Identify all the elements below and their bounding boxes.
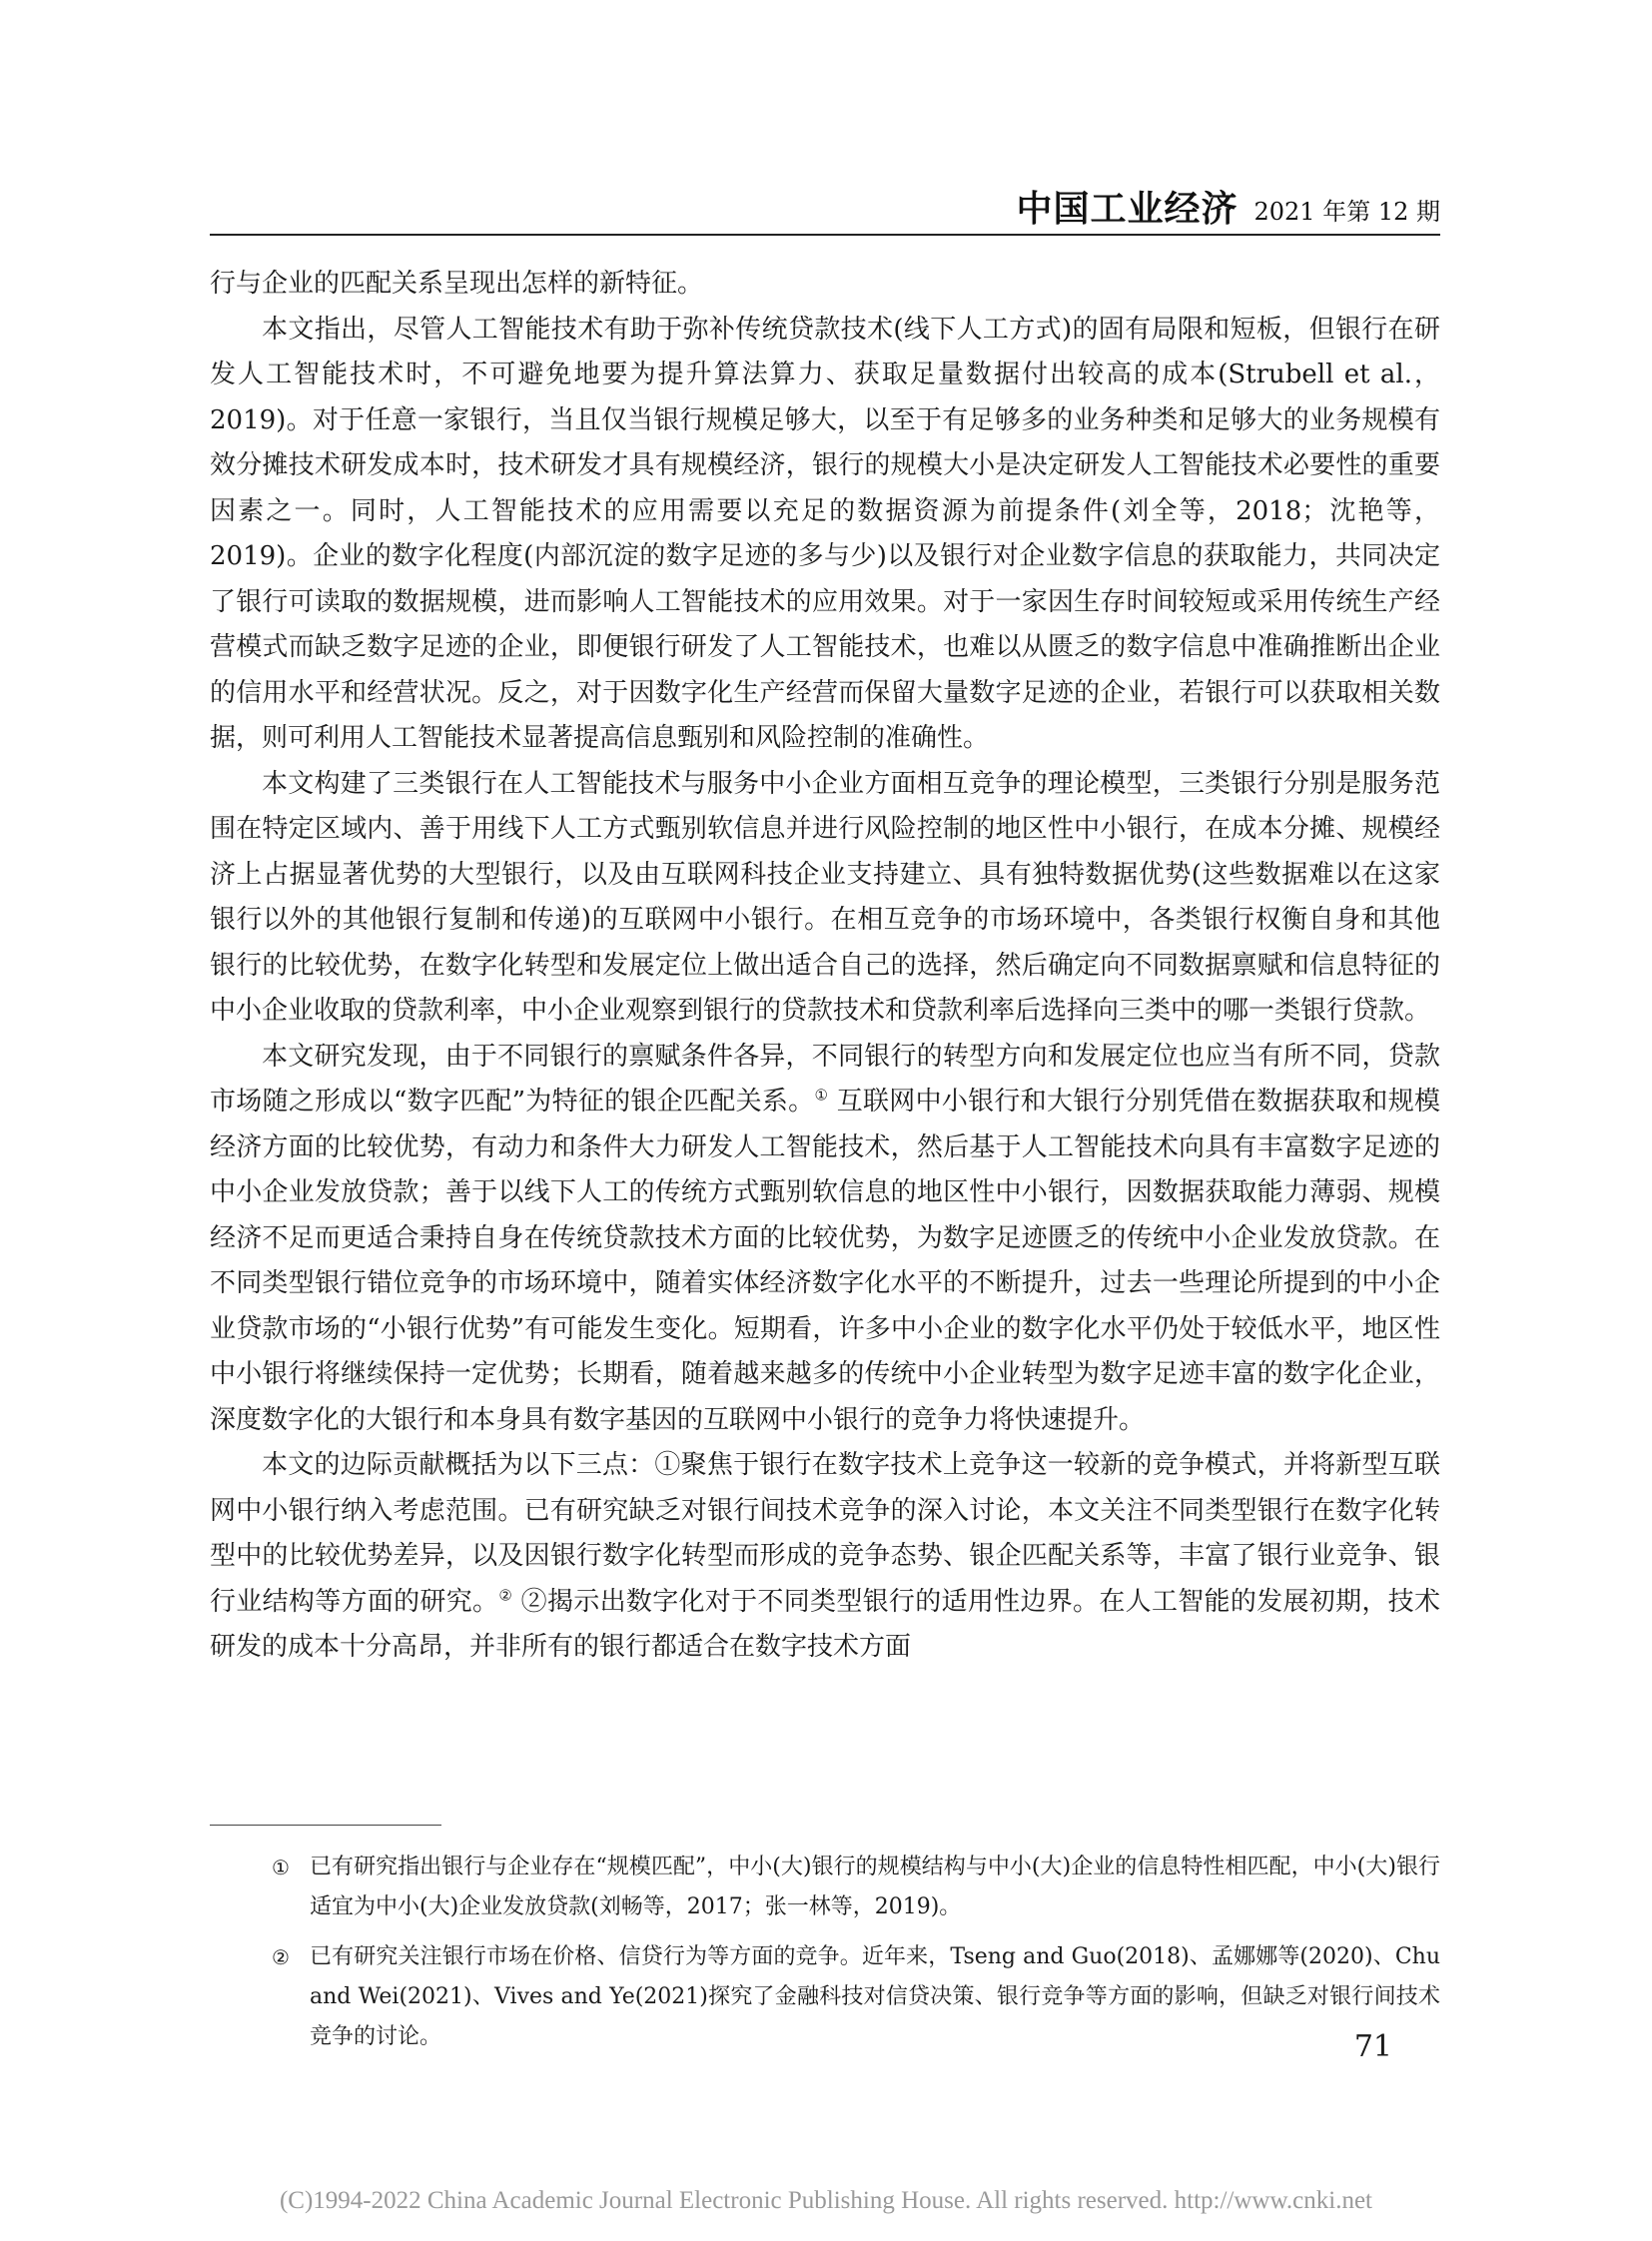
paragraph-5 [210,1443,1440,1671]
paragraph-4 [210,1035,1440,1444]
paragraph-1: 行与企业的匹配关系呈现出怎样的新特征。 [210,269,704,299]
journal-name: 中国工业经济 [1016,189,1239,230]
paragraph-5-text-a: 本文的边际贡献概括为以下三点：①聚焦于银行在数字技术上竞争这一较新的竞争模式，并将新型互联网中小银行纳入考虑范围。已有研究缺乏对银行间技术竞争的深入讨论，本文关注不同类型银行在数字化转型中的比较优势差异，以及因银行数字化转型而形成的竞争态势、银企匹配关系等，丰富了银行业竞争、银行业结构等方面的研究。 [210,1450,1440,1617]
footnote-2 [210,1937,1440,2057]
footnotes [210,1848,1440,2067]
footnote-ref-2[interactable]: ② [498,1585,513,1604]
footnote-rule [210,1825,441,1826]
header-rule [210,234,1440,236]
footnote-marker: ② [272,1945,290,1969]
footnote-text: 已有研究指出银行与企业存在“规模匹配”，中小(大)银行的规模结构与中小(大)企业的信息特性相匹配，中小(大)银行适宜为中小(大)企业发放贷款(刘畅等，2017；张一林等，2019)。 [310,1855,1440,1919]
paragraph-5-text-b: ②揭示出数字化对于不同类型银行的适用性边界。在人工智能的发展初期，技术研发的成本十分高昂，并非所有的银行都适合在数字技术方面 [210,1586,1440,1662]
footnote-1 [210,1848,1440,1927]
footnote-marker: ① [272,1856,290,1879]
copyright-notice: (C)1994-2022 China Academic Journal Electronic Publishing House. All rights reserved. http://www.cnki.net [279,2187,1373,2214]
issue-label: 2021 年第 12 期 [1253,198,1440,226]
footnote-ref-1[interactable]: ① [814,1086,829,1105]
paragraph-3: 本文构建了三类银行在人工智能技术与服务中小企业方面相互竞争的理论模型，三类银行分别是服务范围在特定区域内、善于用线下人工方式甄别软信息并进行风险控制的地区性中小银行，在成本分摊、规模经济上占据显著优势的大型银行，以及由互联网科技企业支持建立、具有独特数据优势(这些数据难以在这家银行以外的其他银行复制和传递)的互联网中小银行。在相互竞争的市场环境中，各类银行权衡自身和其他银行的比较优势，在数字化转型和发展定位上做出适合自己的选择，然后确定向不同数据禀赋和信息特征的中小企业收取的贷款利率，中小企业观察到银行的贷款技术和贷款利率后选择向三类中的哪一类银行贷款。 [210,768,1440,1026]
paragraph-4-text-b: 互联网中小银行和大银行分别凭借在数据获取和规模经济方面的比较优势，有动力和条件大力研发人工智能技术，然后基于人工智能技术向具有丰富数字足迹的中小企业发放贷款；善于以线下人工的传统方式甄别软信息的地区性中小银行，因数据获取能力薄弱、规模经济不足而更适合秉持自身在传统贷款技术方面的比较优势，为数字足迹匮乏的传统中小企业发放贷款。在不同类型银行错位竞争的市场环境中，随着实体经济数字化水平的不断提升，过去一些理论所提到的中小企业贷款市场的“小银行优势”有可能发生变化。短期看，许多中小企业的数字化水平仍处于较低水平，地区性中小银行将继续保持一定优势；长期看，随着越来越多的传统中小企业转型为数字足迹丰富的数字化企业，深度数字化的大银行和本身具有数字基因的互联网中小银行的竞争力将快速提升。 [210,1087,1440,1435]
footnote-text: 已有研究关注银行市场在价格、信贷行为等方面的竞争。近年来，Tseng and Guo(2018)、孟娜娜等(2020)、Chu and Wei(2021)、Vives and Ye(2021)探究了金融科技对信贷决策、银行竞争等方面的影响，但缺乏对银行间技术竞争的讨论。 [310,1944,1440,2049]
paragraph-4-text-a: 本文研究发现，由于不同银行的禀赋条件各异，不同银行的转型方向和发展定位也应当有所不同，贷款市场随之形成以“数字匹配”为特征的银企匹配关系。 [210,1041,1440,1117]
page-number: 71 [1353,2029,1392,2064]
paragraph-2: 本文指出，尽管人工智能技术有助于弥补传统贷款技术(线下人工方式)的固有局限和短板，但银行在研发人工智能技术时，不可避免地要为提升算法算力、获取足量数据付出较高的成本(Strubell et al.，2019)。对于任意一家银行，当且仅当银行规模足够大，以至于有足够多的业务种类和足够大的业务规模有效分摊技术研发成本时，技术研发才具有规模经济，银行的规模大小是决定研发人工智能技术必要性的重要因素之一。同时，人工智能技术的应用需要以充足的数据资源为前提条件(刘全等，2018；沈艳等，2019)。企业的数字化程度(内部沉淀的数字足迹的多与少)以及银行对企业数字信息的获取能力，共同决定了银行可读取的数据规模，进而影响人工智能技术的应用效果。对于一家因生存时间较短或采用传统生产经营模式而缺乏数字足迹的企业，即便银行研发了人工智能技术，也难以从匮乏的数字信息中准确推断出企业的信用水平和经营状况。反之，对于因数字化生产经营而保留大量数字足迹的企业，若银行可以获取相关数据，则可利用人工智能技术显著提高信息甄别和风险控制的准确性。 [210,314,1440,753]
running-header [210,186,1440,232]
body-text [210,262,1440,1671]
